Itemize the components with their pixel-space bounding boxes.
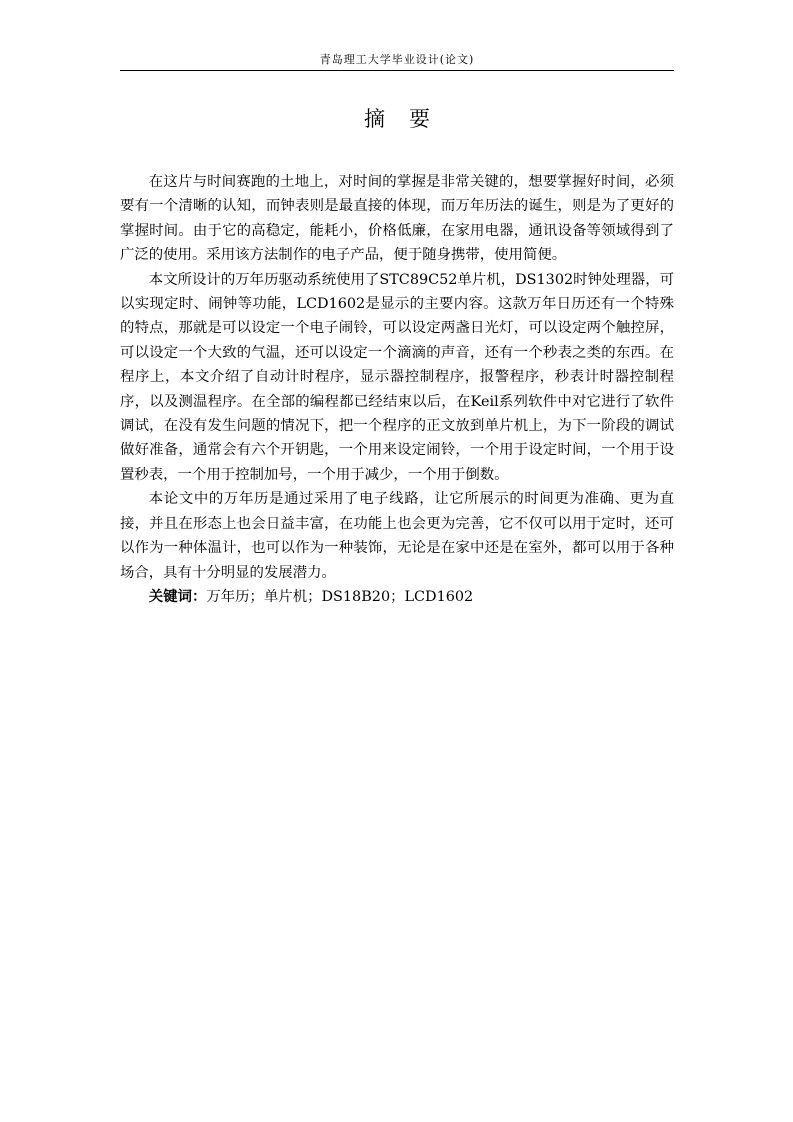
keywords-text: 万年历；单片机；DS18B20；LCD1602 <box>206 588 474 605</box>
keywords-line <box>120 585 674 609</box>
header-rule <box>120 70 674 71</box>
abstract-title <box>120 106 674 132</box>
running-header: 青岛理工大学毕业设计(论文) <box>319 53 475 66</box>
abstract-title-char-1: 摘 <box>364 107 385 131</box>
abstract-paragraph-1: 在这片与时间赛跑的土地上，对时间的掌握是非常关键的，想要掌握好时间，必须要有一个清晰的认知，而钟表则是最直接的体现，而万年历法的诞生，则是为了更好的掌握时间。由于它的高稳定，能耗小，价格低廉，在家用电器，通讯设备等领域得到了广泛的使用。采用该方法制作的电子产品，便于随身携带，使用简便。 <box>120 174 674 264</box>
abstract-paragraph-3: 本论文中的万年历是通过采用了电子线路，让它所展示的时间更为准确、更为直接，并且在形态上也会日益丰富，在功能上也会更为完善，它不仅可以用于定时，还可以作为一种体温计，也可以作为一种装饰，无论是在家中还是在室外，都可以用于各种场合，具有十分明显的发展潜力。 <box>120 491 674 581</box>
keywords-label: 关键词： <box>148 588 207 605</box>
abstract-title-char-2: 要 <box>409 107 430 131</box>
abstract-body <box>120 170 674 609</box>
abstract-paragraph-2: 本文所设计的万年历驱动系统使用了STC89C52单片机，DS1302时钟处理器，可以实现定时、闹钟等功能，LCD1602是显示的主要内容。这款万年日历还有一个特殊的特点，那就是可以设定一个电子闹铃，可以设定两盏日光灯，可以设定两个触控屏，可以设定一个大致的气温，还可以设定一个滴滴的声音，还有一个秒表之类的东西。在程序上，本文介绍了自动计时程序，显示器控制程序，报警程序，秒表计时器控制程序，以及测温程序。在全部的编程都已经结束以后，在Keil系列软件中对它进行了软件调试，在没有发生问题的情况下，把一个程序的正文放到单片机上，为下一阶段的调试做好准备，通常会有六个开钥匙，一个用来设定闹铃，一个用于设定时间，一个用于设置秒表，一个用于控制加号，一个用于减少，一个用于倒数。 <box>120 271 674 483</box>
